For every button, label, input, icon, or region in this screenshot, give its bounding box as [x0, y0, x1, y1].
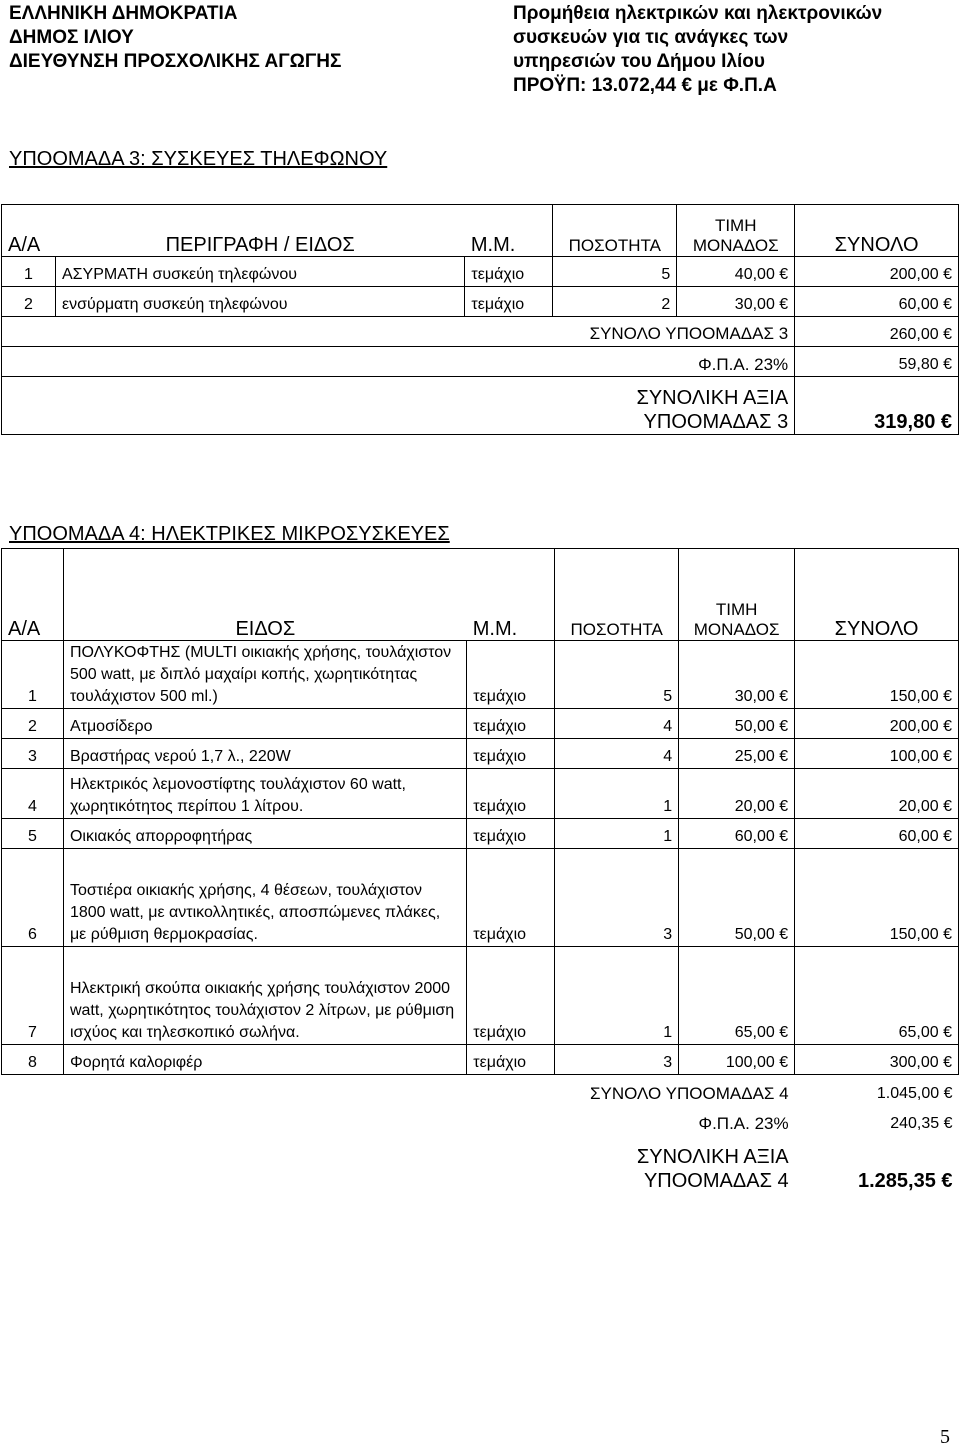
col-aa-header: Α/Α — [2, 205, 56, 257]
row-desc: ΑΣΥΡΜΑΤΗ συσκεύη τηλεφώνου — [55, 257, 464, 287]
table-row — [2, 769, 959, 819]
table-row — [2, 641, 959, 709]
row-total: 20,00 € — [795, 769, 959, 819]
group4-title: ΥΠΟΟΜΑΔΑ 4: ΗΛΕΚΤΡΙΚΕΣ ΜΙΚΡΟΣΥΣΚΕΥΕΣ — [9, 523, 450, 545]
row-price: 25,00 € — [679, 739, 795, 769]
header-right — [513, 2, 882, 98]
row-qty: 1 — [555, 947, 679, 1045]
row-mm: τεμάχιο — [465, 287, 553, 317]
group3-vat-label: Φ.Π.Α. 23% — [553, 347, 795, 377]
header-subject-line1: Προμήθεια ηλεκτρικών και ηλεκτρονικών — [513, 3, 883, 24]
row-mm: τεμάχιο — [467, 819, 555, 849]
col-price-header-line2: ΜΟΝΑΔΟΣ — [693, 620, 780, 639]
header-left — [9, 2, 341, 74]
row-mm: τεμάχιο — [467, 739, 555, 769]
group3-grand-label — [553, 377, 795, 435]
row-total: 100,00 € — [795, 739, 959, 769]
row-price: 30,00 € — [677, 287, 795, 317]
header-subject-line3: υπηρεσιών του Δήμου Ιλίου — [513, 51, 765, 72]
row-price: 50,00 € — [679, 709, 795, 739]
group4-vat-label: Φ.Π.Α. 23% — [698, 1113, 789, 1133]
col-qty-header: ΠΟΣΟΤΗΤΑ — [555, 549, 679, 641]
header-department: ΔΙΕΥΘΥΝΣΗ ΠΡΟΣΧΟΛΙΚΗΣ ΑΓΩΓΗΣ — [9, 51, 342, 72]
row-aa: 3 — [2, 739, 64, 769]
row-total: 60,00 € — [795, 819, 959, 849]
table-row — [2, 287, 959, 317]
col-desc-header: ΕΙΔΟΣ — [63, 549, 466, 641]
row-aa: 8 — [2, 1045, 64, 1075]
group3-subtotal-value: 260,00 € — [795, 317, 959, 347]
row-qty: 4 — [555, 709, 679, 739]
row-price: 100,00 € — [679, 1045, 795, 1075]
row-qty: 1 — [555, 819, 679, 849]
row-aa: 1 — [2, 641, 64, 709]
row-total: 60,00 € — [795, 287, 959, 317]
group4-header-row — [2, 549, 959, 641]
group4-vat-value: 240,35 € — [890, 1114, 953, 1132]
row-total: 200,00 € — [795, 709, 959, 739]
row-mm: τεμάχιο — [467, 849, 555, 947]
row-price: 40,00 € — [677, 257, 795, 287]
row-aa: 7 — [2, 947, 64, 1045]
header-budget: ΠΡΟΫΠ: 13.072,44 € με Φ.Π.Α — [513, 75, 777, 96]
col-aa-header: Α/Α — [2, 549, 64, 641]
row-price: 65,00 € — [679, 947, 795, 1045]
group4-vat-row — [2, 1105, 959, 1135]
group3-subtotal-row — [2, 317, 959, 347]
row-price: 60,00 € — [679, 819, 795, 849]
row-mm: τεμάχιο — [467, 641, 555, 709]
row-aa: 5 — [2, 819, 64, 849]
group4-grand-label-line2: ΥΠΟΟΜΑΔΑΣ 4 — [643, 1169, 789, 1192]
group3-grand-row — [2, 377, 959, 435]
group3-vat-row — [2, 347, 959, 377]
group3-grand-value: 319,80 € — [795, 377, 959, 435]
col-price-header — [677, 205, 795, 257]
col-qty-header: ΠΟΣΟΤΗΤΑ — [553, 205, 677, 257]
row-price: 50,00 € — [679, 849, 795, 947]
group4-subtotal-value: 1.045,00 € — [876, 1084, 953, 1102]
table-row — [2, 257, 959, 287]
row-total: 65,00 € — [795, 947, 959, 1045]
row-aa: 1 — [2, 257, 56, 287]
page-number: 5 — [940, 1426, 950, 1448]
group3-grand-label-line2: ΥΠΟΟΜΑΔΑΣ 3 — [643, 411, 789, 433]
row-qty: 5 — [555, 641, 679, 709]
group3-subtotal-label: ΣΥΝΟΛΟ ΥΠΟΟΜΑΔΑΣ 3 — [553, 317, 795, 347]
col-price-header-line1: ΤΙΜΗ — [715, 600, 758, 619]
row-qty: 4 — [555, 739, 679, 769]
group4-subtotal-row — [2, 1075, 959, 1105]
col-desc-header: ΠΕΡΙΓΡΑΦΗ / ΕΙΔΟΣ — [55, 205, 464, 257]
row-qty: 2 — [553, 287, 677, 317]
row-desc: ενσύρματη συσκεύη τηλεφώνου — [55, 287, 464, 317]
row-desc: Βραστήρας νερού 1,7 λ., 220W — [63, 739, 466, 769]
group4-subtotal-label: ΣΥΝΟΛΟ ΥΠΟΟΜΑΔΑΣ 4 — [589, 1083, 789, 1103]
header-municipality: ΔΗΜΟΣ ΙΛΙΟΥ — [9, 27, 134, 48]
row-mm: τεμάχιο — [467, 947, 555, 1045]
row-desc: Φορητά καλοριφέρ — [63, 1045, 466, 1075]
row-price: 30,00 € — [679, 641, 795, 709]
table-row — [2, 1045, 959, 1075]
group3-vat-value: 59,80 € — [795, 347, 959, 377]
group3-title: ΥΠΟΟΜΑΔΑ 3: ΣΥΣΚΕΥΕΣ ΤΗΛΕΦΩΝΟΥ — [9, 148, 388, 170]
row-mm: τεμάχιο — [467, 1045, 555, 1075]
row-desc: ΠΟΛΥΚΟΦΤΗΣ (MULTI οικιακής χρήσης, τουλάχιστον 500 watt, με διπλό μαχαίρι κοπής, χωρητικότητας τουλάχιστον 500 ml.) — [63, 641, 466, 709]
row-mm: τεμάχιο — [465, 257, 553, 287]
row-desc: Ηλεκτρική σκούπα οικιακής χρήσης τουλάχιστον 2000 watt, χωρητικότητος τουλάχιστον 2 λίτρων, με ρύθμιση ισχύος και τηλεσκοπικό σωλήνα. — [63, 947, 466, 1045]
row-desc: Τοστιέρα οικιακής χρήσης, 4 θέσεων, τουλάχιστον 1800 watt, με αντικολλητικές, αποσπώμενες πλάκες, με ρύθμιση θερμοκρασίας. — [63, 849, 466, 947]
row-mm: τεμάχιο — [467, 709, 555, 739]
row-qty: 5 — [553, 257, 677, 287]
row-desc: Ατμοσίδερο — [63, 709, 466, 739]
row-aa: 2 — [2, 709, 64, 739]
row-desc: Ηλεκτρικός λεμονοστίφτης τουλάχιστον 60 watt, χωρητικότητος περίπου 1 λίτρου. — [63, 769, 466, 819]
group4-grand-label — [555, 1135, 795, 1193]
row-qty: 1 — [555, 769, 679, 819]
group4-grand-label-line1: ΣΥΝΟΛΙΚΗ ΑΞΙΑ — [636, 1145, 789, 1168]
table-row — [2, 947, 959, 1045]
col-total-header: ΣΥΝΟΛΟ — [795, 205, 959, 257]
row-total: 150,00 € — [795, 641, 959, 709]
group3-table — [1, 204, 959, 435]
group3-grand-label-line1: ΣΥΝΟΛΙΚΗ ΑΞΙΑ — [636, 387, 789, 409]
row-aa: 2 — [2, 287, 56, 317]
row-total: 300,00 € — [795, 1045, 959, 1075]
row-aa: 4 — [2, 769, 64, 819]
header-subject-line2: συσκευών για τις ανάγκες των — [513, 27, 789, 48]
row-aa: 6 — [2, 849, 64, 947]
col-mm-header: Μ.Μ. — [467, 549, 555, 641]
table-row — [2, 709, 959, 739]
col-mm-header: Μ.Μ. — [465, 205, 553, 257]
table-row — [2, 819, 959, 849]
col-price-header-line2: ΜΟΝΑΔΟΣ — [692, 236, 779, 255]
row-total: 150,00 € — [795, 849, 959, 947]
table-row — [2, 739, 959, 769]
header-country: ΕΛΛΗΝΙΚΗ ΔΗΜΟΚΡΑΤΙΑ — [9, 3, 238, 24]
group4-grand-value: 1.285,35 € — [857, 1169, 953, 1192]
col-price-header — [679, 549, 795, 641]
row-price: 20,00 € — [679, 769, 795, 819]
row-qty: 3 — [555, 849, 679, 947]
col-price-header-line1: ΤΙΜΗ — [714, 216, 757, 235]
group4-grand-row — [2, 1135, 959, 1193]
row-mm: τεμάχιο — [467, 769, 555, 819]
col-total-header: ΣΥΝΟΛΟ — [795, 549, 959, 641]
row-qty: 3 — [555, 1045, 679, 1075]
group4-table — [1, 548, 959, 1193]
table-row — [2, 849, 959, 947]
row-desc: Οικιακός απορροφητήρας — [63, 819, 466, 849]
row-total: 200,00 € — [795, 257, 959, 287]
group3-header-row — [2, 205, 959, 257]
